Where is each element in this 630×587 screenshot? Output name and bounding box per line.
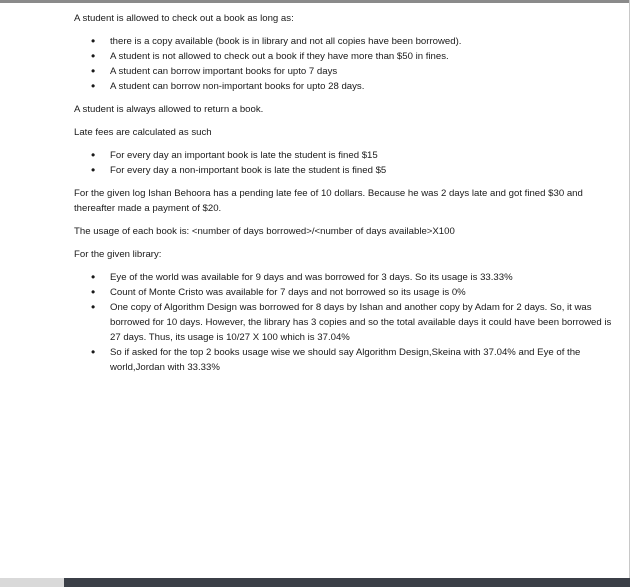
- library-intro: For the given library:: [74, 249, 162, 260]
- list-item: • A student can borrow important books for upto 7 days: [110, 64, 614, 79]
- usage-formula-paragraph: The usage of each book is: <number of days borrowed>/<number of days available>X100: [74, 226, 455, 237]
- status-bar-left-segment: [0, 578, 64, 587]
- late-fees-list: [74, 148, 614, 178]
- list-item: • A student can borrow non-important books for upto 28 days.: [110, 79, 614, 94]
- top-border: [0, 0, 630, 3]
- bottom-status-bar: [0, 578, 630, 587]
- late-fees-intro: Late fees are calculated as such: [74, 127, 212, 138]
- document-body: [74, 11, 614, 375]
- list-item: • Eye of the world was available for 9 days and was borrowed for 3 days. So its usage is 33.33%: [110, 270, 614, 285]
- list-item: • Count of Monte Cristo was available for 7 days and not borrowed so its usage is 0%: [110, 285, 614, 300]
- list-item: • A student is not allowed to check out a book if they have more than $50 in fines.: [110, 49, 614, 64]
- library-list: [74, 270, 614, 375]
- list-item: • For every day a non-important book is late the student is fined $5: [110, 163, 614, 178]
- log-note-paragraph: For the given log Ishan Behoora has a pending late fee of 10 dollars. Because he was 2 days late and got fined $30 and thereafter made a payment of $20.: [74, 188, 583, 214]
- return-rule-paragraph: A student is always allowed to return a book.: [74, 104, 264, 115]
- list-item: • So if asked for the top 2 books usage wise we should say Algorithm Design,Skeina with 37.04% and Eye of the world,Jordan with 33.33%: [110, 345, 614, 375]
- list-item: • For every day an important book is late the student is fined $15: [110, 148, 614, 163]
- list-item: • One copy of Algorithm Design was borrowed for 8 days by Ishan and another copy by Adam for 2 days. So, it was borrowed for 10 days. However, the library has 3 copies and so the total available days it could have been borrowed is 27 days. Thus, its usage is 10/27 X 100 which is 37.04%: [110, 300, 614, 345]
- list-item: • there is a copy available (book is in library and not all copies have been borrowed).: [110, 34, 614, 49]
- checkout-conditions-list: [74, 34, 614, 94]
- intro-paragraph: A student is allowed to check out a book as long as:: [74, 13, 294, 24]
- status-bar-right-segment: [64, 578, 630, 587]
